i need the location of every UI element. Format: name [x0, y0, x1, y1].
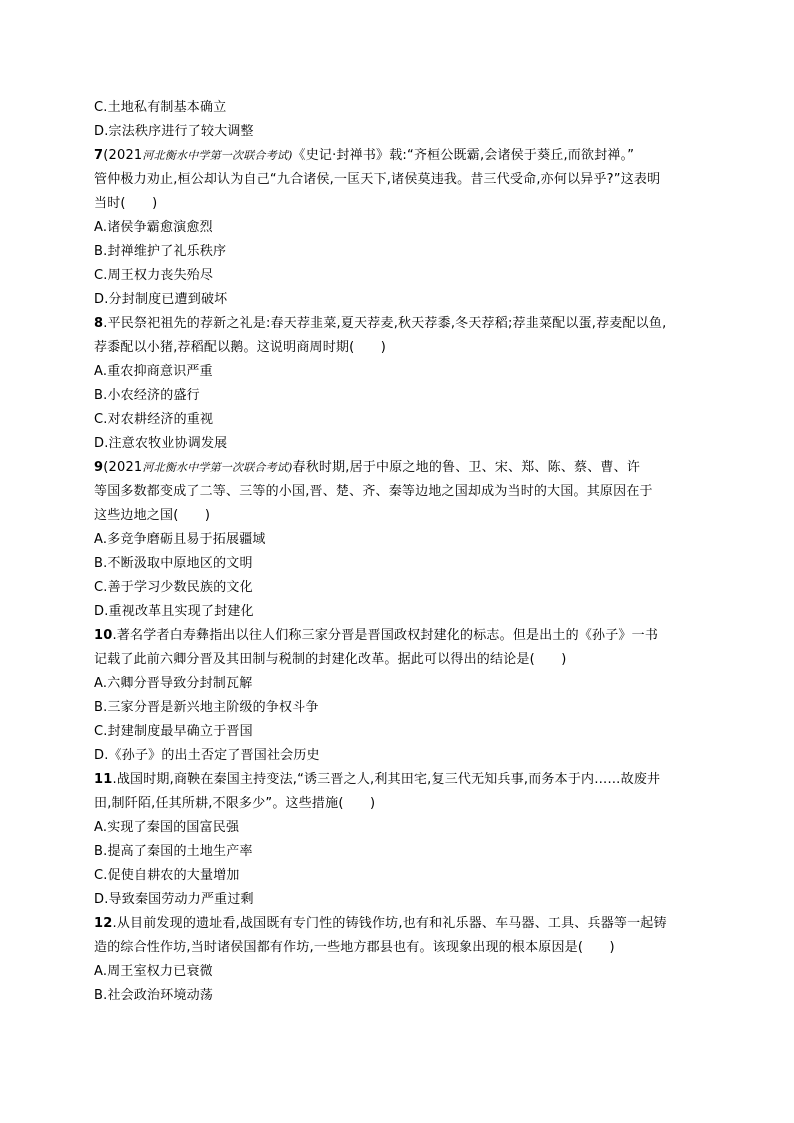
q7-option-d: D.分封制度已遭到破坏 — [94, 292, 228, 307]
q8-option-c: C.对农耕经济的重视 — [94, 412, 214, 427]
q12-option-b: B.社会政治环境动荡 — [94, 988, 214, 1003]
q12-stem-line-2: 造的综合性作坊,当时诸侯国都有作坊,一些地方郡县也有。该现象出现的根本原因是( ) — [94, 940, 615, 955]
q10-stem-line-2: 记载了此前六卿分晋及其田制与税制的封建化改革。据此可以得出的结论是( ) — [94, 652, 567, 667]
q8-option-a: A.重农抑商意识严重 — [94, 364, 213, 379]
q9-option-c: C.善于学习少数民族的文化 — [94, 580, 253, 595]
q7-option-b: B.封禅维护了礼乐秩序 — [94, 244, 227, 259]
q9-source: 河北衡水中学第一次联合考试) — [142, 461, 293, 474]
q10-option-b: B.三家分晋是新兴地主阶级的争权斗争 — [94, 700, 319, 715]
q11-option-c: C.促使自耕农的大量增加 — [94, 868, 240, 883]
q9-stem-line-1 — [94, 456, 700, 480]
q11-stem-text-1: .战国时期,商鞅在秦国主持变法,“诱三晋之人,利其田宅,复三代无知兵事,而务本于内……故废井 — [112, 772, 661, 787]
q7-source: 河北衡水中学第一次联合考试) — [142, 149, 293, 162]
q10-option-d: D.《孙子》的出土否定了晋国社会历史 — [94, 748, 320, 763]
q7-option-a: A.诸侯争霸愈演愈烈 — [94, 220, 213, 235]
q7-option-c: C.周王权力丧失殆尽 — [94, 268, 214, 283]
q7-stem-line-1 — [94, 144, 700, 168]
q11-option-d: D.导致秦国劳动力严重过剩 — [94, 892, 254, 907]
exam-page — [94, 96, 700, 1008]
q9-option-b: B.不断汲取中原地区的文明 — [94, 556, 253, 571]
q7-number: 7 — [94, 148, 104, 163]
q11-stem-line-1 — [94, 768, 700, 792]
q6-option-c: C.土地私有制基本确立 — [94, 100, 227, 115]
q11-option-b: B.提高了秦国的土地生产率 — [94, 844, 253, 859]
q10-stem-text-1: .著名学者白寿彝指出以往人们称三家分晋是晋国政权封建化的标志。但是出土的《孙子》一书 — [112, 628, 659, 643]
q9-stem-line-3: 这些边地之国( ) — [94, 508, 211, 523]
q12-number: 12 — [94, 916, 113, 931]
q9-option-d: D.重视改革且实现了封建化 — [94, 604, 254, 619]
q6-option-d: D.宗法秩序进行了较大调整 — [94, 124, 254, 139]
q7-stem-line-2: 管仲极力劝止,桓公却认为自己“九合诸侯,一匡天下,诸侯莫违我。昔三代受命,亦何以异乎?”这表明 — [94, 172, 661, 187]
q10-number: 10 — [94, 628, 113, 643]
q8-option-d: D.注意农牧业协调发展 — [94, 436, 228, 451]
q7-stem-text-1: 《史记·封禅书》载:“齐桓公既霸,会诸侯于葵丘,而欲封禅。” — [292, 148, 635, 163]
q8-stem-line-1 — [94, 312, 700, 336]
q8-number: 8 — [94, 316, 104, 331]
q8-stem-line-2: 荐黍配以小猪,荐稻配以鹅。这说明商周时期( ) — [94, 340, 387, 355]
q9-number: 9 — [94, 460, 104, 475]
q10-option-a: A.六卿分晋导致分封制瓦解 — [94, 676, 253, 691]
q8-stem-text-1: .平民祭祀祖先的荐新之礼是:春天荐韭菜,夏天荐麦,秋天荐黍,冬天荐稻;荐韭菜配以蛋,荐麦配以鱼, — [103, 316, 667, 331]
q7-source-year: (2021 — [103, 148, 143, 163]
q9-option-a: A.多竞争磨砺且易于拓展疆域 — [94, 532, 266, 547]
q10-option-c: C.封建制度最早确立于晋国 — [94, 724, 253, 739]
q9-stem-line-2: 等国多数都变成了二等、三等的小国,晋、楚、齐、秦等边地之国却成为当时的大国。其原因在于 — [94, 484, 653, 499]
q10-stem-line-1 — [94, 624, 700, 648]
q11-option-a: A.实现了秦国的国富民强 — [94, 820, 240, 835]
q11-number: 11 — [94, 772, 113, 787]
q11-stem-line-2: 田,制阡陌,任其所耕,不限多少”。这些措施( ) — [94, 796, 376, 811]
q8-option-b: B.小农经济的盛行 — [94, 388, 200, 403]
q12-option-a: A.周王室权力已衰微 — [94, 964, 213, 979]
q9-source-year: (2021 — [103, 460, 143, 475]
q7-stem-line-3: 当时( ) — [94, 196, 158, 211]
q9-stem-text-1: 春秋时期,居于中原之地的鲁、卫、宋、郑、陈、蔡、曹、许 — [292, 460, 641, 475]
q12-stem-line-1 — [94, 912, 700, 936]
q12-stem-text-1: .从目前发现的遗址看,战国既有专门性的铸钱作坊,也有和礼乐器、车马器、工具、兵器等一起铸 — [112, 916, 667, 931]
